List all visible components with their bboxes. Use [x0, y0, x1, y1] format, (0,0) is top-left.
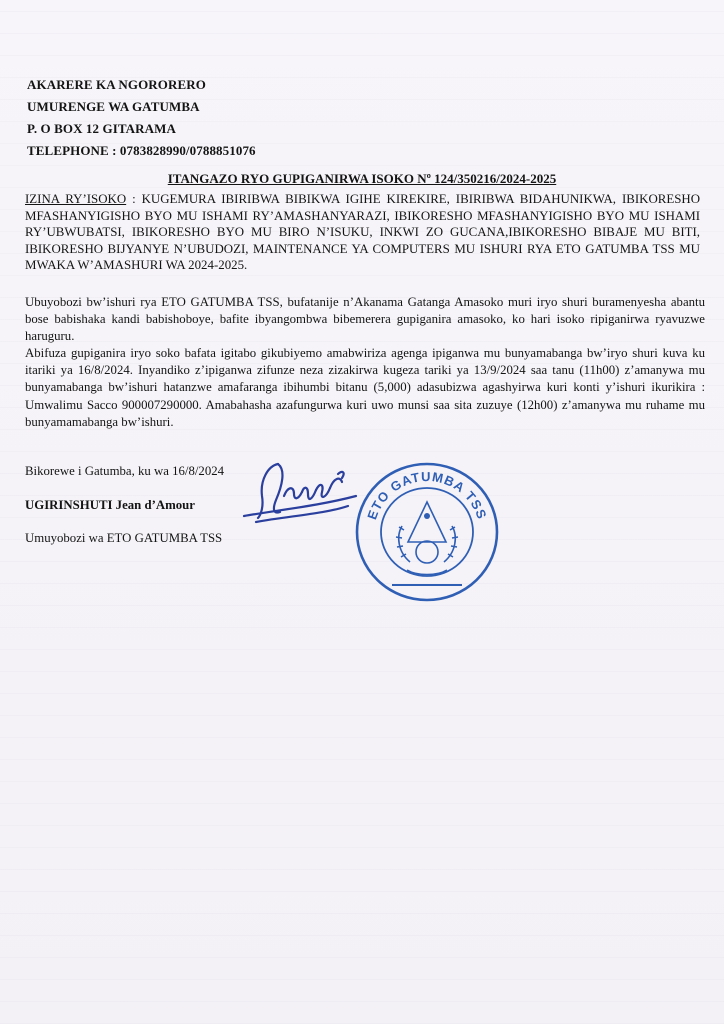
place-date: Bikorewe i Gatumba, ku wa 16/8/2024	[25, 464, 225, 478]
paragraph-invitation: Ubuyobozi bw’ishuri rya ETO GATUMBA TSS, bufatanije n’Akanama Gatanga Amasoko muri iryo shuri buramenyesha abantu bose babishaka kandi babishoboye, bafite ibyangombwa bibemerera gupiganira amasoko, ko hari isoko ripiganirwa ryavuzwe haruguru.	[25, 295, 705, 344]
subject-lead: IZINA RY’ISOKO	[25, 192, 127, 206]
signer-role: Umuyobozi wa ETO GATUMBA TSS	[25, 531, 223, 545]
signer-given-name: Jean d’Amour	[115, 498, 195, 512]
announcement-title: ITANGAZO RYO GUPIGANIRWA ISOKO Nº 124/350216/2024-2025	[167, 171, 557, 186]
sector-line: UMURENGE WA GATUMBA	[27, 99, 200, 114]
signer-name	[25, 498, 195, 513]
paragraph-instructions: Abifuza gupiganira iryo soko bafata igitabo gikubiyemo amabwiriza agenga ipiganwa mu bunyamabanga bw’iryo shuri kuva ku itariki ya 16/8/2024. Inyandiko z’ipiganwa zifunze neza zizakirwa kugeza tariki ya 13/9/2024 saa tanu (11h00) z’amanywa mu bunyamabanga bw’ishuri hatanzwe amafaranga ibihumbi bitanu (5,000) adasubizwa agashyirwa kuri konti y’ishuri ikurikira : Umwalimu Sacco 900007290000. Amabahasha azafungurwa kuri uwo munsi saa sita zuzuye (12h00) z’amanywa mu ruhame mu bunyamamabanga bw’ishuri.	[25, 346, 705, 429]
district-line: AKARERE KA NGORORERO	[27, 77, 206, 92]
telephone-line: TELEPHONE : 0783828990/0788851076	[27, 143, 256, 158]
signature-icon	[238, 456, 370, 526]
letterhead	[27, 74, 256, 162]
signer-surname: UGIRINSHUTI	[25, 498, 113, 512]
subject-text: : KUGEMURA IBIRIBWA BIBIKWA IGIHE KIREKIRE, IBIRIBWA BIDAHUNIKWA, IBIKORESHO MFASHANYIGISHO BYO MU ISHAMI RY’AMASHANYARAZI, IBIKORESHO MFASHANYIGISHO BYO MU ISHAMI RY’UBWUBATSI, IBIKORESHO BYO MU BIRO N’ISUKU, INKWI ZO GUCANA,IBIKORESHO BIBAJE MU BITI, IBIKORESHO BIJYANYE N’UBUDOZI, MAINTENANCE YA COMPUTERS MU ISHURI RYA ETO GATUMBA TSS MU MWAKA W’AMASHURI WA 2024-2025.	[25, 192, 701, 273]
stamp-text: ETO GATUMBA TSS	[364, 468, 490, 522]
tender-subject	[25, 191, 700, 274]
po-box-line: P. O BOX 12 GITARAMA	[27, 121, 176, 136]
school-stamp-icon	[352, 460, 502, 602]
